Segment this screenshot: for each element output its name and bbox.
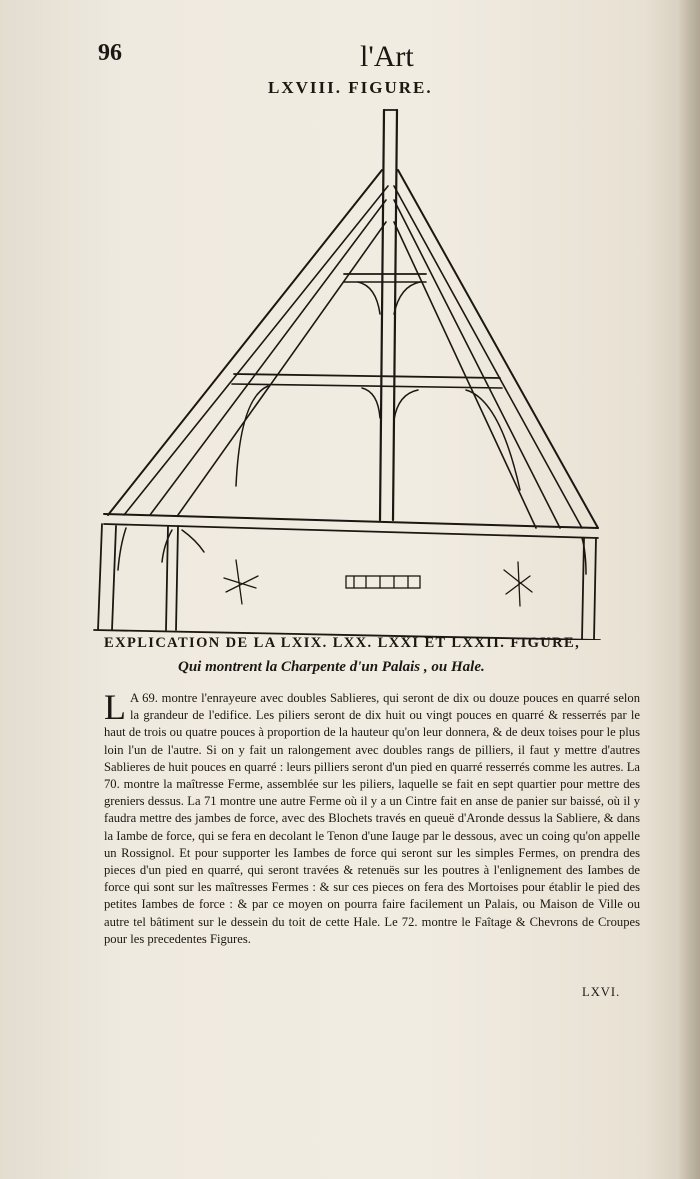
king-post	[380, 110, 397, 520]
explication-subtitle: Qui montrent la Charpente d'un Palais , ou Hale.	[178, 659, 485, 675]
drop-cap: L	[104, 687, 126, 727]
body-text: A 69. montre l'enrayeure avec doubles Sablieres, qui seront de dix ou douze pouces en quarré selon la grandeur de l'edifice. Les piliers seront de dix huit ou vingt pouces en quarré & resserrés par le haut de trois ou quatre pouces à proportion de la hauteur qu'on leur donnera, & de deux toises pour le plus loin l'un de l'autre. Si on y fait un ralongement avec doubles rangs de pilliers, il faut y mettre d'autres Sablieres de huit pouces en quarré : leurs pilliers seront d'un pied en quarré resserrés comme les autres. La 70. montre la maîtresse Ferme, assemblée sur les piliers, laquelle se fait en sept quartier pour mettre des greniers dessus. La 71 montre une autre Ferme où il y a un Cintre fait en anse de panier sur baissé, où il y faudra mettre des jambes de force, avec des Blochets través en queuë d'Aronde dessus la Sabliere, & dans la Iambe de force, qui se fera en decolant le Tenon d'une Iauge par le dessous, avec un coing qu'on appelle un Rossignol. Et pour supporter les Iambes de force qui seront sur les simples Fermes, on prendra des pieces d'un pied en quarré, qui seront travées & retenuës sur les poutres à l'enlignement des Iambes de force qui sont sur les maîtresses Fermes : & sur ces pieces on fera des Mortoises pour établir le pied des petites Iambes de force : & par ce moyen on pourra faire facilement un Palais, ou Maison de Ville ou autre tel bâtiment sur le dessein du toit de cette Hale. Le 72. montre le Faîtage & Chevrons de Croupes pour les precedentes Figures.	[104, 691, 640, 946]
catchword: LXVI.	[582, 985, 621, 999]
left-rafters	[108, 170, 388, 515]
figure-title: LXVIII. FIGURE.	[268, 78, 433, 97]
running-head: l'Art	[360, 40, 414, 73]
page-number: 96	[98, 40, 122, 66]
body-paragraph	[104, 687, 640, 948]
roof-truss-engraving	[0, 100, 700, 640]
explication-heading: EXPLICATION DE LA LXIX. LXX. LXXI ET LXXII. FIGURE,	[104, 635, 581, 651]
right-rafters	[394, 170, 598, 528]
plan-marks	[224, 560, 532, 606]
